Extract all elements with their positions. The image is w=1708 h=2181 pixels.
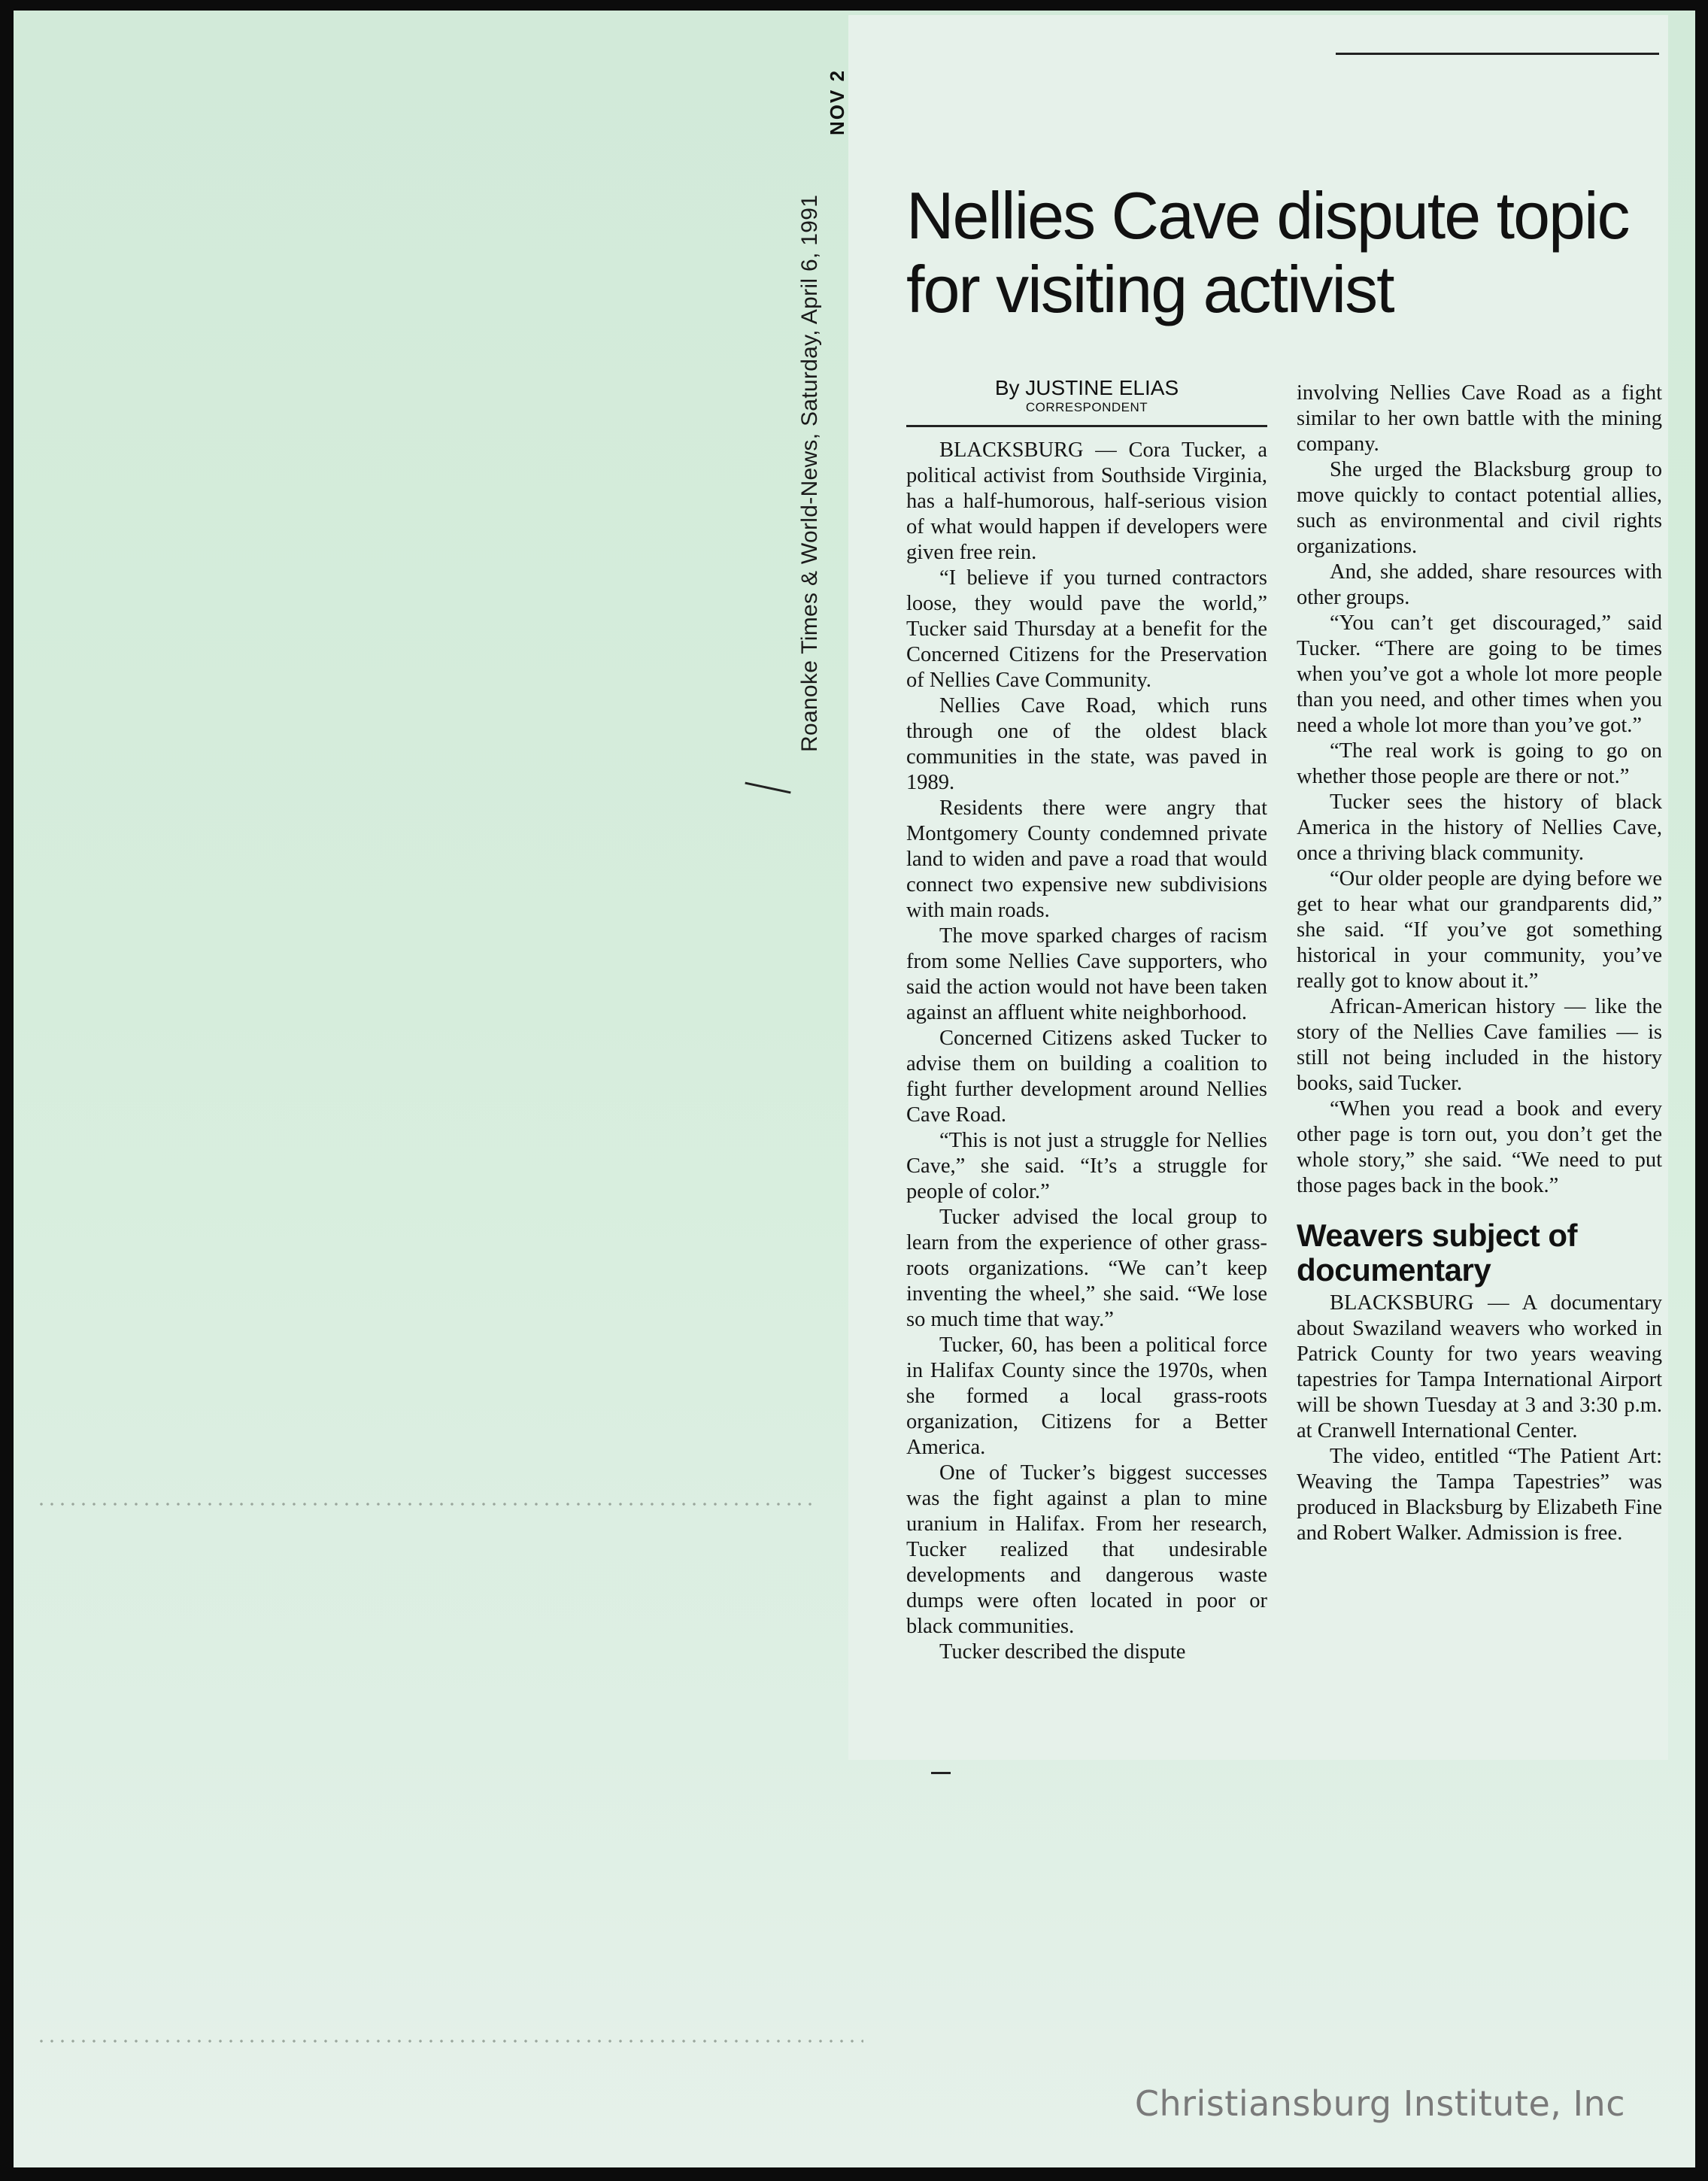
sidebar-headline: Weavers subject of documentary bbox=[1297, 1218, 1578, 1288]
byline-rule bbox=[906, 425, 1267, 427]
article-paragraph: Nellies Cave Road, which runs through one of the oldest black communities in the state, was paved in 1989. bbox=[906, 694, 1267, 794]
article-paragraph: Tucker advised the local group to learn from the experience of other grass-roots organizations. “We can’t keep inventing the wheel,” she said. “We lose so much time that way.” bbox=[906, 1206, 1267, 1331]
article-column-2 bbox=[1297, 381, 1662, 1546]
byline-author: By JUSTINE ELIAS bbox=[994, 376, 1179, 399]
article-headline: Nellies Cave dispute topic for visiting activist bbox=[906, 178, 1629, 326]
article-paragraph: Concerned Citizens asked Tucker to advise them on building a coalition to fight further development around Nellies Cave Road. bbox=[906, 1027, 1267, 1127]
date-stamp bbox=[817, 63, 862, 199]
article-paragraph: “I believe if you turned contractors loose, they would pave the world,” Tucker said Thursday at a benefit for the Concerned Citizens for the Preservation of Nellies Cave Community. bbox=[906, 566, 1267, 692]
article-paragraph: BLACKSBURG — Cora Tucker, a political activist from Southside Virginia, has a half-humorous, half-serious vision of what would happen if developers were given free rein. bbox=[906, 438, 1267, 564]
top-rule bbox=[1336, 53, 1659, 55]
article-paragraph: One of Tucker’s biggest successes was the fight against a plan to mine uranium in Halifax. From her research, Tucker realized that undesirable developments and dangerous waste dumps were often located in poor or black communities. bbox=[906, 1461, 1267, 1638]
watermark: Christiansburg Institute, Inc bbox=[1134, 2083, 1625, 2124]
scan-artifact-dots bbox=[36, 1503, 818, 1506]
article-paragraph: African-American history — like the story of the Nellies Cave families — is still not being included in the history books, said Tucker. bbox=[1297, 995, 1662, 1095]
sidebar-paragraph: BLACKSBURG — A documentary about Swaziland weavers who worked in Patrick County for two years weaving tapestries for Tampa International Airport will be shown Tuesday at 3 and 3:30 p.m. at Cranwell International Center. bbox=[1297, 1291, 1662, 1442]
byline-role: CORRESPONDENT bbox=[1025, 400, 1148, 414]
article-paragraph: “You can’t get discouraged,” said Tucker. “There are going to be times when you’ve got a whole lot more people than you need, and other times when you need a whole lot more than you’ve got.” bbox=[1297, 611, 1662, 737]
article-paragraph: “When you read a book and every other page is torn out, you don’t get the whole story,” she said. “We need to put those pages back in the book.” bbox=[1297, 1097, 1662, 1197]
date-stamp-text: NOV 2 bbox=[826, 68, 848, 135]
article-paragraph: The move sparked charges of racism from some Nellies Cave supporters, who said the action would not have been taken against an affluent white neighborhood. bbox=[906, 924, 1267, 1024]
article-paragraph: Tucker described the dispute bbox=[939, 1640, 1186, 1664]
article-paragraph: “This is not just a struggle for Nellies Cave,” she said. “It’s a struggle for people of color.” bbox=[906, 1129, 1267, 1203]
article-paragraph: “Our older people are dying before we get to hear what our grandparents did,” she said. “If you’ve got something historical in your community, you’ve really got to know about it.” bbox=[1297, 867, 1662, 993]
pen-mark bbox=[931, 1772, 951, 1774]
article-paragraph: Tucker sees the history of black America in the history of Nellies Cave, once a thriving black community. bbox=[1297, 790, 1662, 865]
byline bbox=[906, 376, 1267, 415]
publication-line: Roanoke Times & World-News, Saturday, April 6, 1991 bbox=[797, 194, 822, 752]
article-paragraph: Tucker, 60, has been a political force in Halifax County since the 1970s, when she formed a local grass-roots organization, Citizens for a Better America. bbox=[906, 1333, 1267, 1459]
sidebar-paragraph: The video, entitled “The Patient Art: Weaving the Tampa Tapestries” was produced in Blacksburg by Elizabeth Fine and Robert Walker. Admission is free. bbox=[1297, 1445, 1662, 1545]
article-column-1 bbox=[906, 438, 1267, 1665]
article-paragraph: She urged the Blacksburg group to move quickly to contact potential allies, such as environmental and civil rights organizations. bbox=[1297, 458, 1662, 558]
scan-artifact-dots bbox=[36, 2040, 863, 2043]
article-paragraph: And, she added, share resources with other groups. bbox=[1297, 560, 1662, 609]
article-paragraph: “The real work is going to go on whether those people are there or not.” bbox=[1297, 739, 1662, 788]
article-paragraph: Residents there were angry that Montgomery County condemned private land to widen and pave a road that would connect two expensive new subdivisions with main roads. bbox=[906, 796, 1267, 922]
article-paragraph: involving Nellies Cave Road as a fight similar to her own battle with the mining company. bbox=[1297, 381, 1662, 456]
